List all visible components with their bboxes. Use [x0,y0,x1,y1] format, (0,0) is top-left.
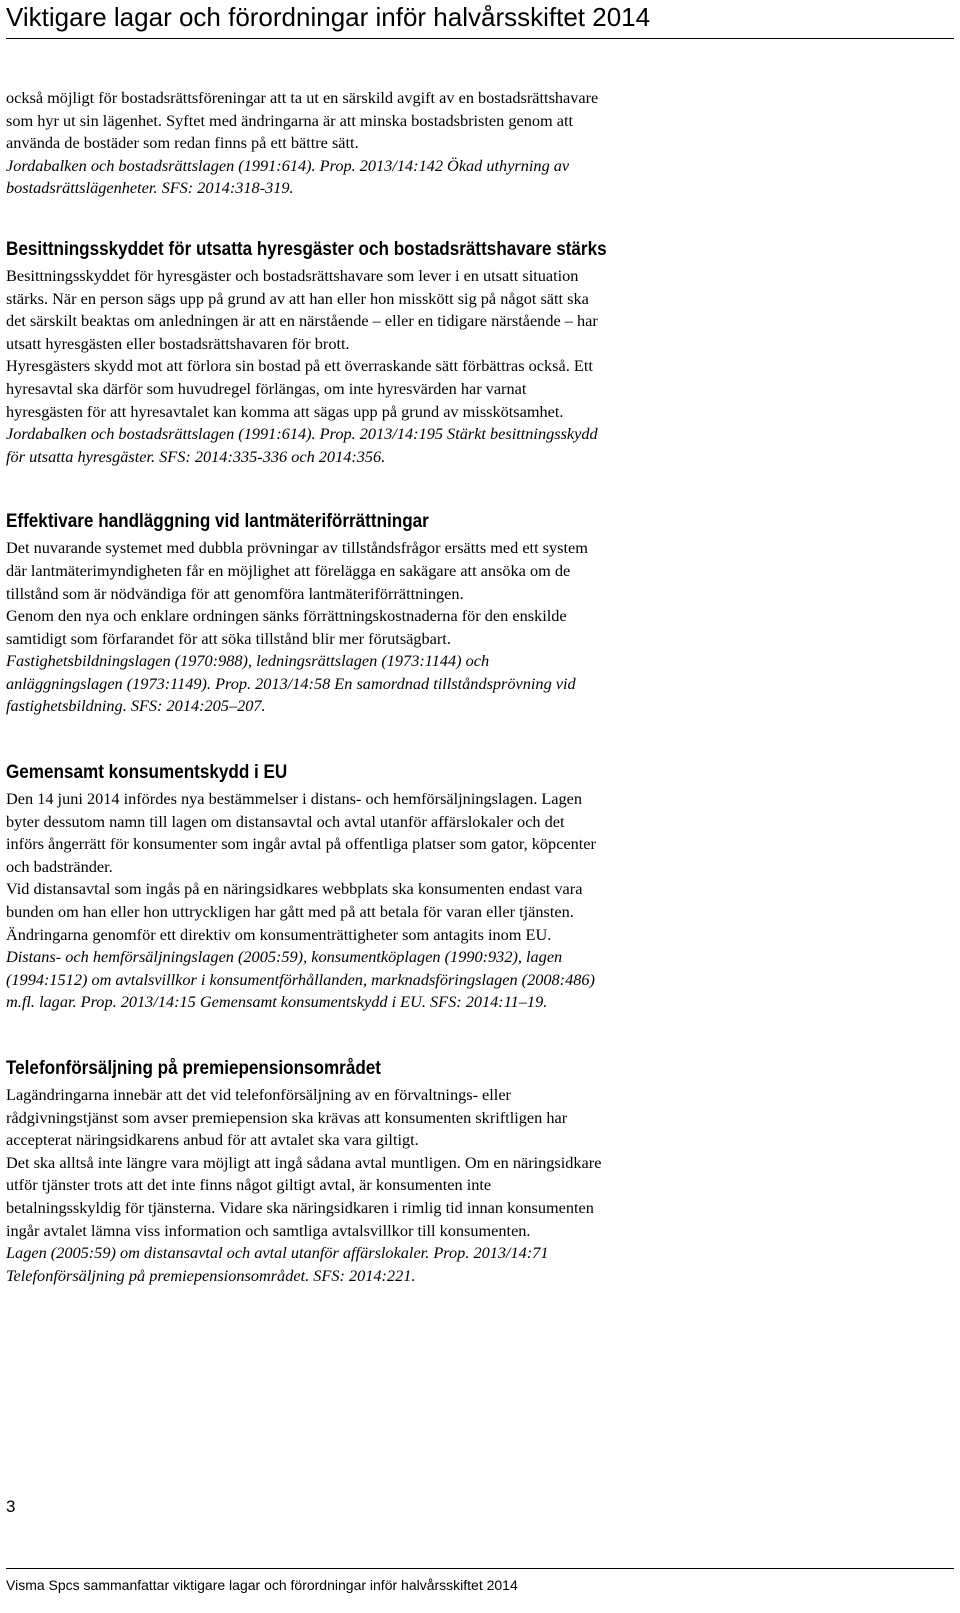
section-heading: Telefonförsäljning på premiepensionsområdet [6,1058,382,1079]
paragraph-line: tillstånd som är nödvändiga för att genomföra lantmäteriförrättningen. [6,583,464,603]
intro-citation-line: Jordabalken och bostadsrättslagen (1991:614). Prop. 2013/14:142 Ökad uthyrning av [6,155,570,175]
paragraph-line: utför tjänster trots att det inte finns något giltigt avtal, är konsumenten inte [6,1175,492,1195]
intro-line: använda de bostäder som redan finns på ett bättre sätt. [6,133,359,153]
citation-line: Telefonförsäljning på premiepensionsområdet. SFS: 2014:221. [6,1265,416,1285]
footer-text: Visma Spcs sammanfattar viktigare lagar och förordningar inför halvårsskiftet 2014 [6,1577,518,1593]
paragraph-line: Hyresgästers skydd mot att förlora sin bostad på ett överraskande sätt förbättras också. Ett [6,356,593,376]
citation-line: fastighetsbildning. SFS: 2014:205–207. [6,696,266,716]
paragraph-line: byter dessutom namn till lagen om distansavtal och avtal utanför affärslokaler och det [6,811,565,831]
paragraph-line: bunden om han eller hon uttryckligen har gått med på att betala för varan eller tjänsten. [6,902,574,922]
intro-citation-line: bostadsrättslägenheter. SFS: 2014:318-319. [6,178,294,198]
section-lantmateri [6,510,766,718]
section-heading: Besittningsskyddet för utsatta hyresgäster och bostadsrättshavare stärks [6,238,607,260]
paragraph-line: Besittningsskyddet för hyresgäster och bostadsrättshavare som lever i en utsatt situation [6,265,579,285]
section-konsumentskydd [6,761,766,1014]
paragraph-line: betalningsskyldig för tjänsterna. Vidare ska näringsidkaren i rimlig tid innan konsumenten [6,1197,594,1217]
section-telefonforsaljning [6,1057,766,1287]
paragraph-line: Genom den nya och enklare ordningen sänks förrättningskostnaderna för den enskilde [6,606,567,626]
citation-line: Fastighetsbildningslagen (1970:988), ledningsrättslagen (1973:1144) och [6,651,490,671]
paragraph-line: utsatt hyresgästen eller bostadsrättshavaren för brott. [6,333,350,353]
paragraph-line: införs ångerrätt för konsumenter som ingår avtal på offentliga platser som gator, köpcenter [6,834,596,854]
paragraph-line: Ändringarna genomför ett direktiv om konsumenträttigheter som antagits inom EU. [6,924,552,944]
paragraph-line: stärks. När en person sägs upp på grund av att han eller hon misskött sig på något sätt ska [6,288,589,308]
paragraph-line: Vid distansavtal som ingås på en näringsidkares webbplats ska konsumenten endast vara [6,879,583,899]
section-heading: Gemensamt konsumentskydd i EU [6,762,288,784]
document-body [6,87,766,1287]
header-divider [6,38,954,39]
citation-line: (1994:1512) om avtalsvillkor i konsumentförhållanden, marknadsföringslagen (2008:486) [6,969,595,989]
paragraph-line: accepterat näringsidkarens anbud för att avtalet ska vara giltigt. [6,1130,419,1150]
paragraph-line: rådgivningstjänst som avser premiepension ska krävas att konsumenten skriftligen har [6,1107,568,1127]
paragraph-line: hyresgästen för att hyresavtalet kan komma att sägas upp på grund av misskötsamhet. [6,401,564,421]
citation-line: för utsatta hyresgäster. SFS: 2014:335-336 och 2014:356. [6,446,386,466]
citation-line: anläggningslagen (1973:1149). Prop. 2013/14:58 En samordnad tillståndsprövning vid [6,673,576,693]
section-heading: Effektivare handläggning vid lantmäteriförrättningar [6,511,429,533]
document-header-title: Viktigare lagar och förordningar inför halvårsskiftet 2014 [6,2,651,32]
citation-line: Lagen (2005:59) om distansavtal och avtal utanför affärslokaler. Prop. 2013/14:71 [6,1243,549,1263]
paragraph-line: hyresavtal ska därför som huvudregel förlängas, om inte hyresvärden har varnat [6,378,527,398]
paragraph-line: Det nuvarande systemet med dubbla prövningar av tillståndsfrågor ersätts med ett system [6,538,588,558]
paragraph-line: det särskilt beaktas om anledningen är att en närstående – eller en tidigare närstående – har [6,311,598,331]
paragraph-line: Lagändringarna innebär att det vid telefonförsäljning av en förvaltnings- eller [6,1085,511,1104]
section-besittningsskydd [6,238,766,468]
citation-line: Distans- och hemförsäljningslagen (2005:59), konsumentköplagen (1990:932), lagen [6,947,563,967]
paragraph-line: där lantmäterimyndigheten får en möjlighet att förelägga en sakägare att ansöka om de [6,560,571,580]
page-number: 3 [6,1497,16,1516]
intro-line: som hyr ut sin lägenhet. Syftet med ändringarna är att minska bostadsbristen genom att [6,110,574,130]
paragraph-line: Den 14 juni 2014 infördes nya bestämmelser i distans- och hemförsäljningslagen. Lagen [6,789,583,809]
paragraph-line: Det ska alltså inte längre vara möjligt att ingå sådana avtal muntligen. Om en näringsidkare [6,1152,602,1172]
footer-divider [6,1568,954,1569]
citation-line: Jordabalken och bostadsrättslagen (1991:614). Prop. 2013/14:195 Stärkt besittningsskydd [6,424,598,444]
paragraph-line: och badstränder. [6,856,113,876]
paragraph-line: ingår avtalet lämna viss information och samtliga avtalsvillkor till konsumenten. [6,1220,531,1240]
intro-block [6,87,766,200]
intro-line: också möjligt för bostadsrättsföreningar att ta ut en särskild avgift av en bostadsrättshavare [6,88,599,107]
paragraph-line: samtidigt som förfarandet för att söka tillstånd blir mer förutsägbart. [6,628,451,648]
citation-line: m.fl. lagar. Prop. 2013/14:15 Gemensamt konsumentskydd i EU. SFS: 2014:11–19. [6,992,548,1012]
